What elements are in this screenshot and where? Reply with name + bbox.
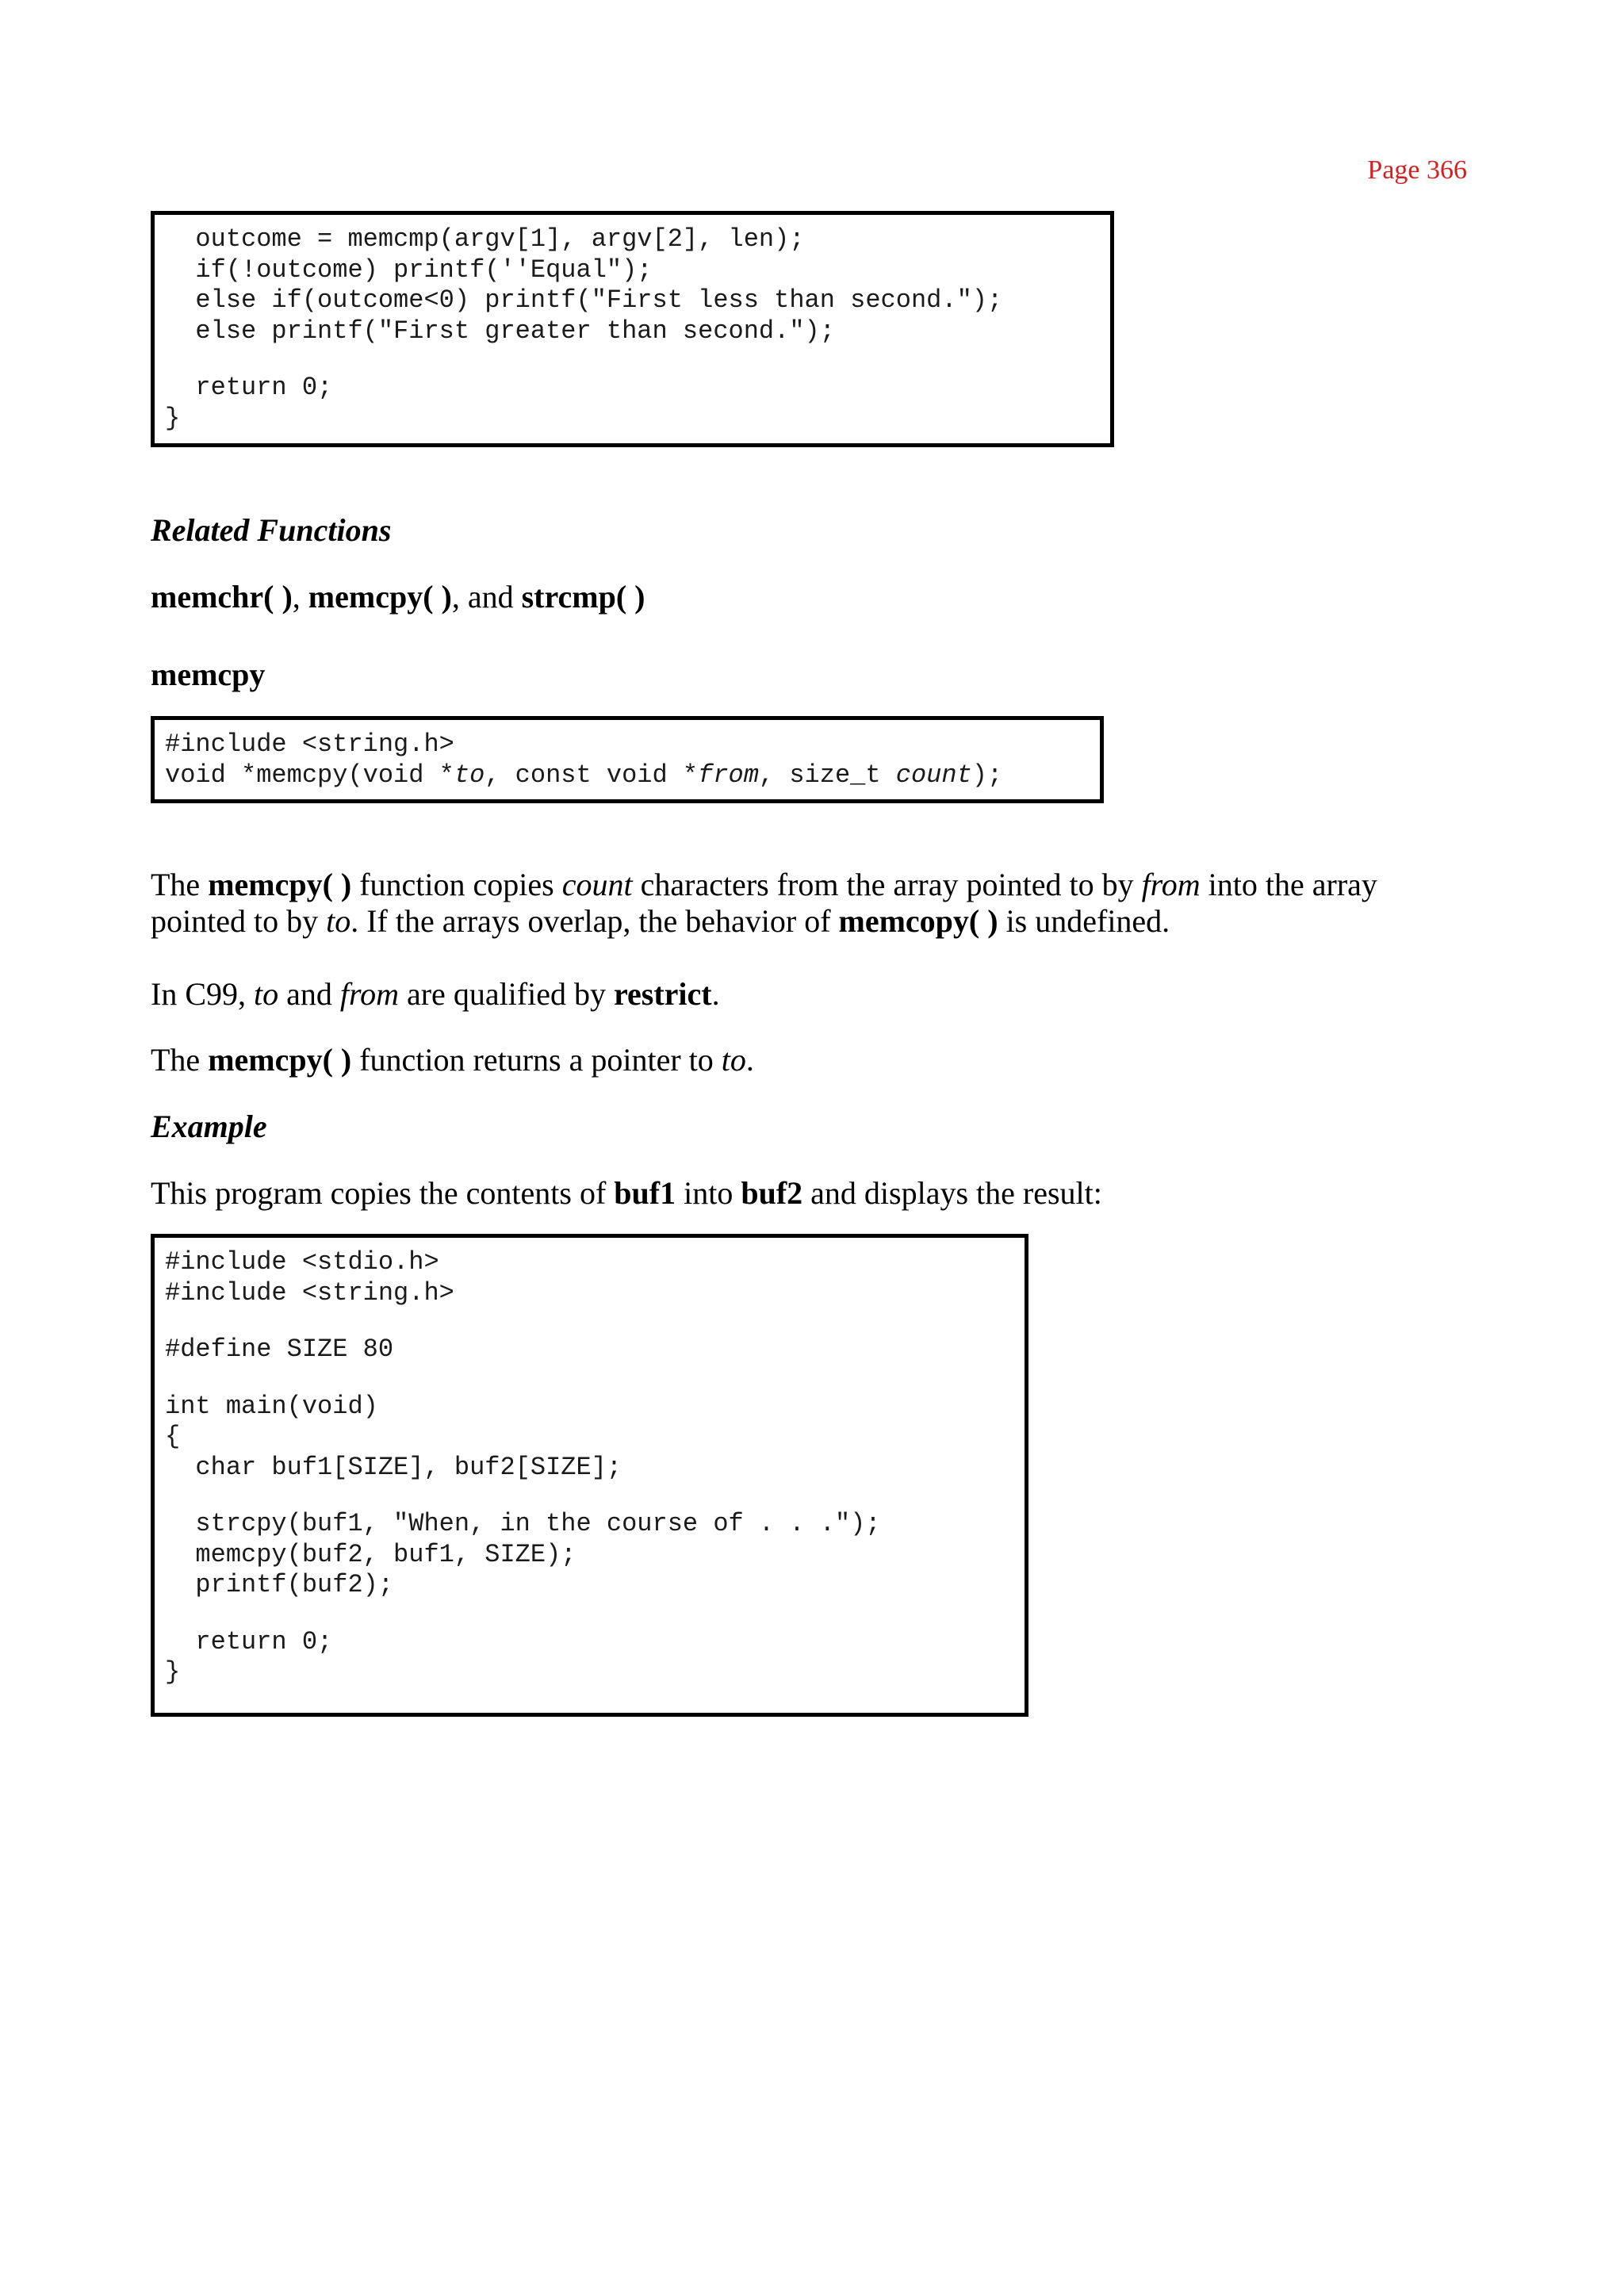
text: function copies — [351, 867, 562, 902]
param-name: to — [721, 1042, 746, 1078]
param-name: count — [561, 867, 633, 902]
code-line: int main(void) — [165, 1391, 378, 1421]
param-count: count — [895, 760, 972, 790]
text: is undefined. — [998, 903, 1170, 939]
code-line: } — [165, 1657, 181, 1687]
text: The — [151, 1042, 209, 1078]
text: This program copies the contents of — [151, 1175, 615, 1211]
code-fragment: , const void * — [485, 760, 699, 790]
keyword: restrict — [613, 976, 712, 1012]
example-code-block — [151, 1234, 1028, 1717]
function-title: memcpy — [151, 657, 266, 692]
param-to: to — [454, 760, 485, 790]
example-intro-paragraph — [151, 1175, 1467, 1212]
text: and displays the result: — [802, 1175, 1102, 1211]
identifier: buf1 — [614, 1175, 676, 1211]
description-paragraph — [151, 867, 1467, 940]
code-fragment: , size_t — [758, 760, 896, 790]
text: into the array pointed to by — [151, 867, 1377, 939]
text: . If the arrays overlap, the behavior of — [350, 903, 839, 939]
code-fragment: ); — [971, 760, 1003, 790]
related-fn-strcmp: strcmp( ) — [521, 579, 645, 615]
code-line: { — [165, 1422, 181, 1451]
code-line: #include <string.h> — [165, 1277, 454, 1308]
code-line: char buf1[SIZE], buf2[SIZE]; — [165, 1452, 622, 1482]
related-fn-memcpy: memcpy( ) — [308, 579, 452, 615]
text: The — [151, 867, 209, 902]
related-fn-separator: , — [292, 579, 308, 615]
prototype-box — [151, 716, 1104, 803]
code-block-memcmp-end — [151, 211, 1114, 447]
function-name: memcopy( ) — [838, 903, 998, 939]
text: and — [278, 976, 340, 1012]
code-line: #define SIZE 80 — [165, 1335, 394, 1364]
code-line: } — [165, 403, 181, 433]
code-line: #include <string.h> — [165, 730, 454, 759]
text: are qualified by — [398, 976, 614, 1012]
param-name: to — [254, 976, 279, 1012]
related-fn-memchr: memchr( ) — [151, 579, 293, 615]
code-line: printf(buf2); — [165, 1570, 394, 1599]
text: In C99, — [151, 976, 254, 1012]
param-name: from — [1141, 867, 1201, 902]
function-name: memcpy( ) — [208, 1042, 352, 1078]
function-name: memcpy( ) — [208, 867, 352, 902]
code-line: strcpy(buf1, "When, in the course of . . ."); — [165, 1509, 881, 1538]
text: characters from the array pointed to by — [632, 867, 1142, 902]
param-from: from — [698, 760, 759, 790]
related-functions-list — [151, 579, 1467, 615]
return-value-paragraph — [151, 1042, 1467, 1078]
code-line — [165, 760, 1100, 791]
related-fn-separator: , and — [451, 579, 522, 615]
text: function returns a pointer to — [351, 1042, 722, 1078]
code-line: return 0; — [165, 1626, 333, 1656]
related-functions-heading: Related Functions — [151, 512, 392, 548]
code-line: memcpy(buf2, buf1, SIZE); — [165, 1539, 576, 1569]
identifier: buf2 — [741, 1175, 803, 1211]
code-fragment: void *memcpy(void * — [165, 760, 454, 790]
text: . — [745, 1042, 754, 1078]
code-line: else printf("First greater than second."); — [165, 316, 835, 346]
param-name: to — [326, 903, 351, 939]
code-line: if(!outcome) printf(''Equal"); — [165, 255, 653, 285]
code-line: #include <stdio.h> — [165, 1247, 439, 1277]
text: into — [676, 1175, 741, 1211]
code-line: outcome = memcmp(argv[1], argv[2], len); — [165, 224, 805, 254]
code-line: return 0; — [165, 373, 333, 402]
example-heading: Example — [151, 1109, 267, 1144]
page-number: Page 366 — [1367, 155, 1467, 185]
text: . — [711, 976, 720, 1012]
param-name: from — [339, 976, 399, 1012]
code-line: else if(outcome<0) printf("First less than second."); — [165, 285, 1003, 315]
c99-note-paragraph — [151, 976, 1467, 1013]
